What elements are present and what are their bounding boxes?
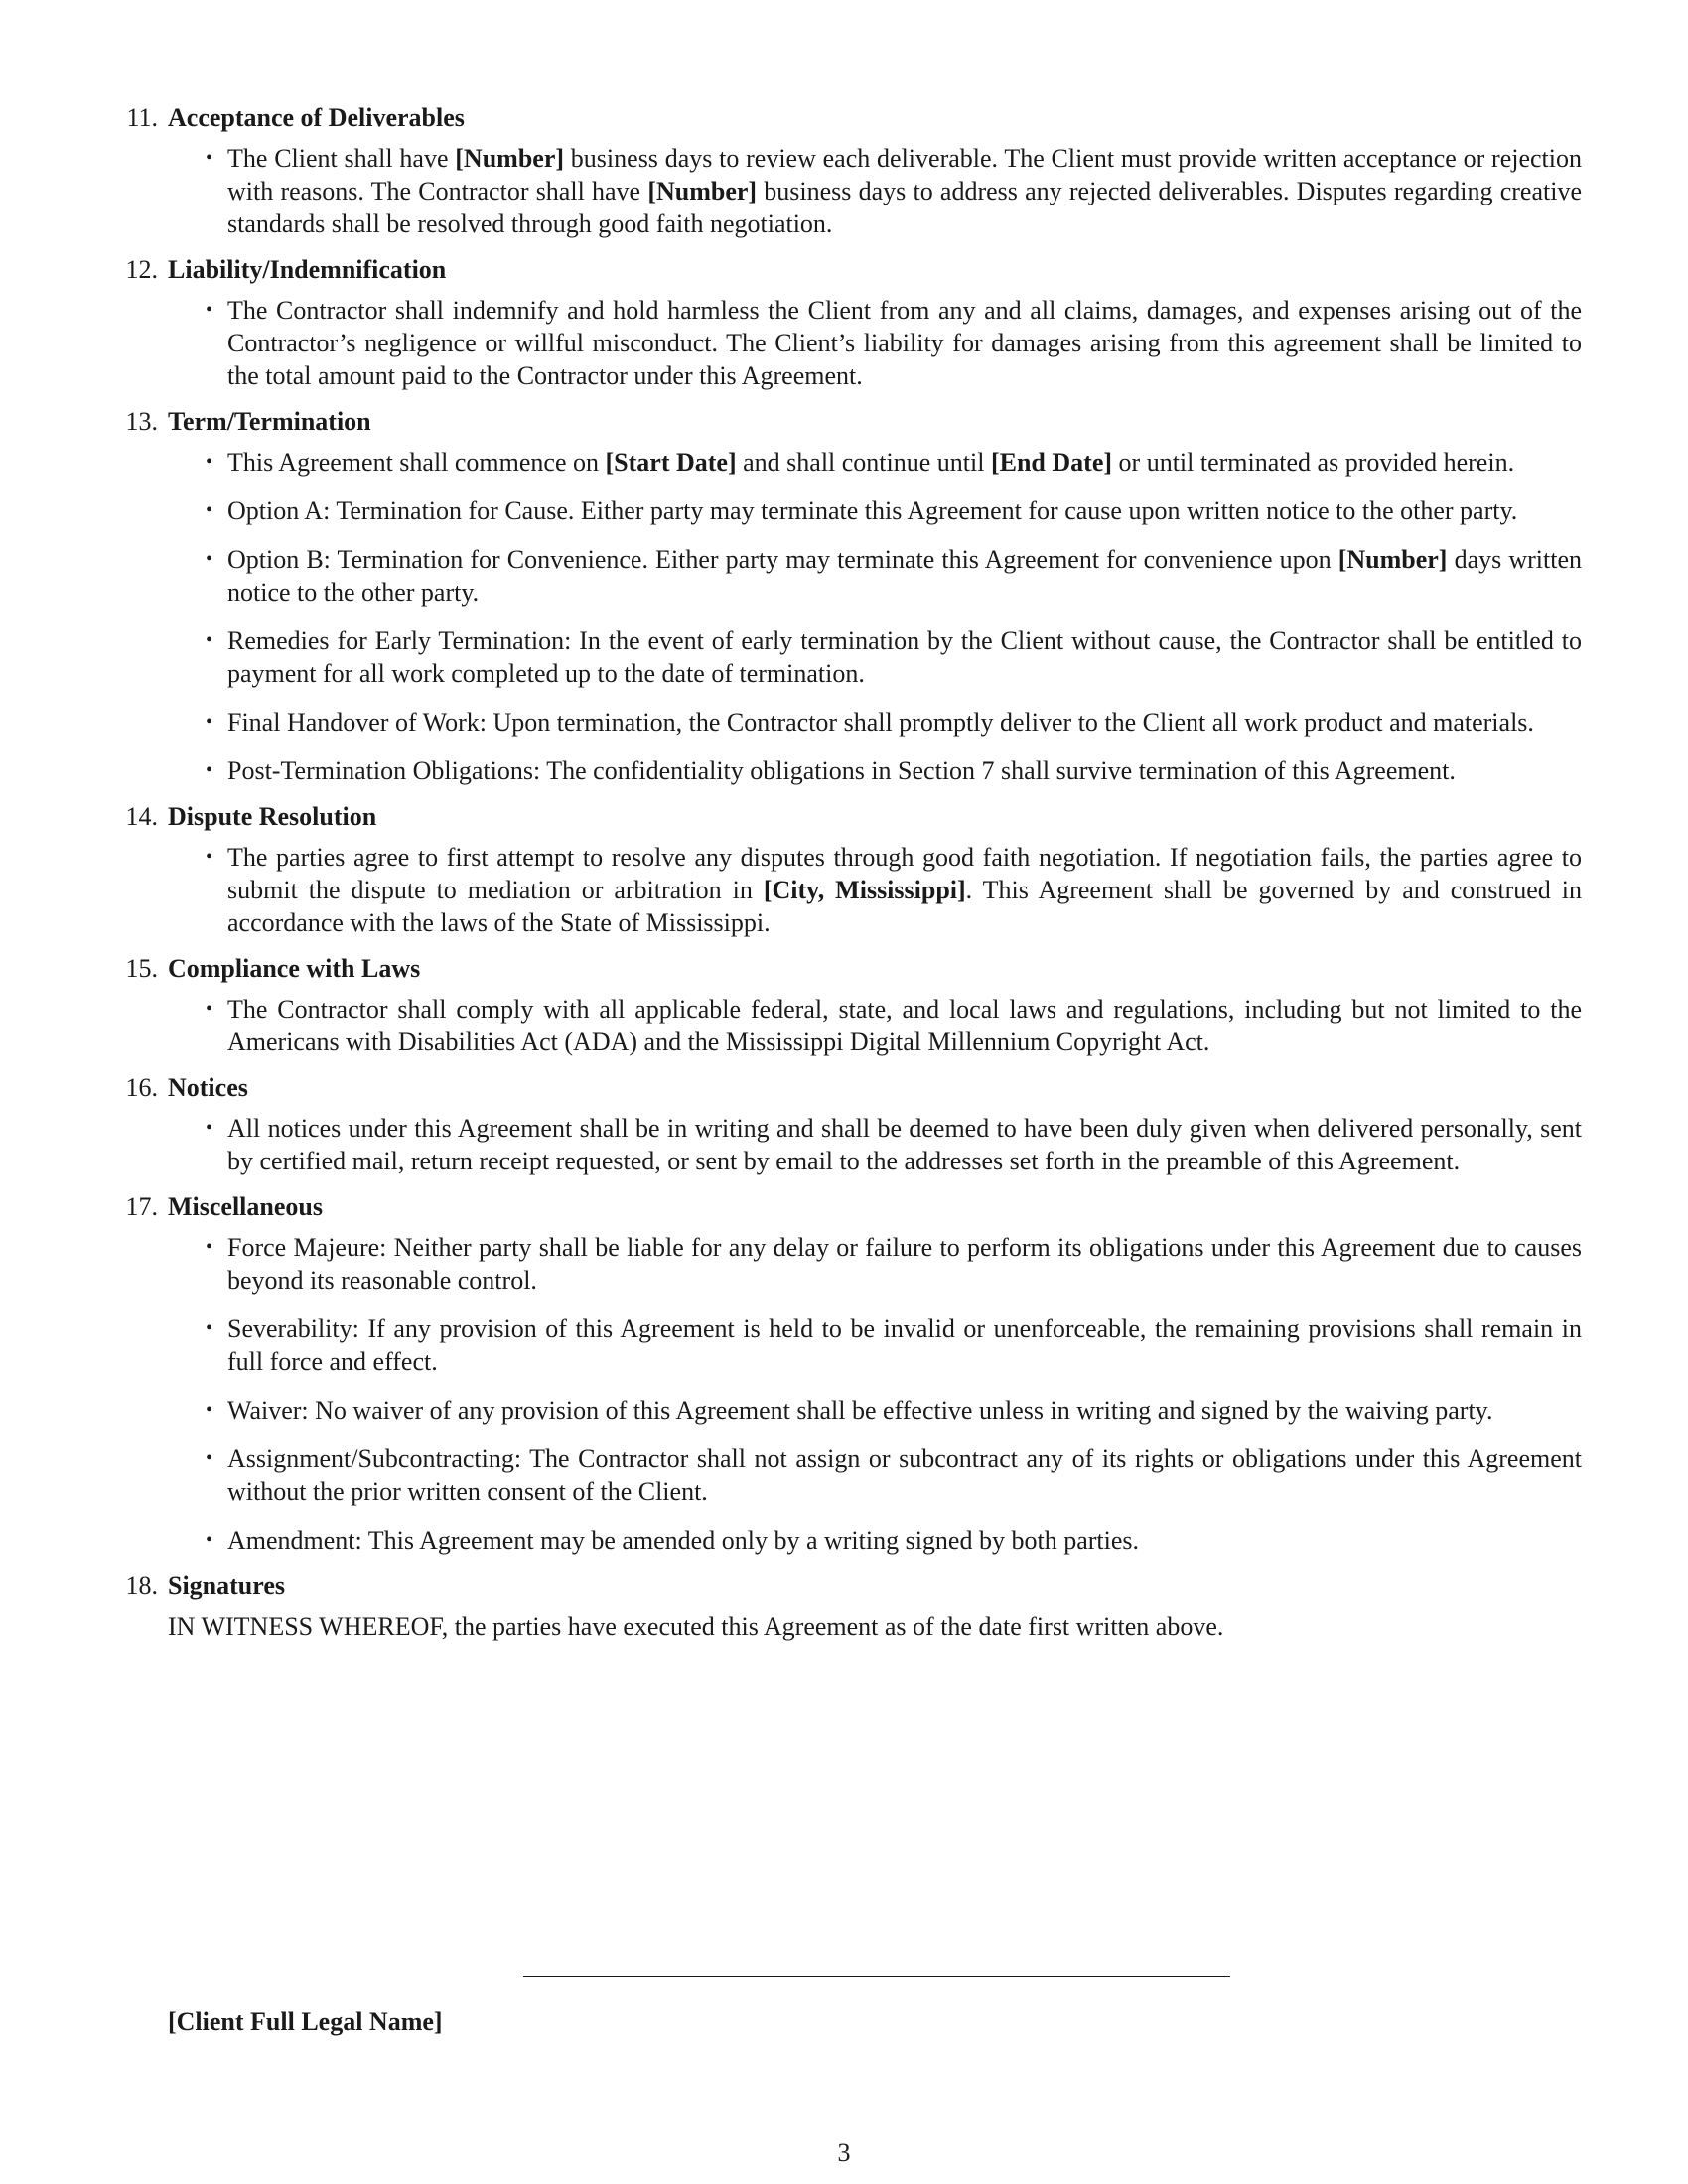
section-15: [111, 949, 1582, 1058]
text-run: Amendment: This Agreement may be amended only by a writing signed by both parties.: [227, 1526, 1139, 1555]
bullet-icon: •: [206, 1529, 213, 1551]
section-title: Term/Termination: [168, 407, 371, 436]
section-title: Dispute Resolution: [168, 802, 377, 831]
section-heading: [111, 1187, 1582, 1227]
list-item: [206, 294, 1582, 392]
section-17: [111, 1187, 1582, 1557]
section-number: 16.: [125, 1073, 158, 1102]
bullet-icon: •: [206, 759, 213, 781]
text-run: Severability: If any provision of this Agreement is held to be invalid or unenforceable, the remaining provisions shall remain in full force and effect.: [227, 1314, 1582, 1376]
section-title: Liability/Indemnification: [168, 255, 447, 284]
text-run: Final Handover of Work: Upon termination, the Contractor shall promptly deliver to the Client all work product and materials.: [227, 708, 1534, 737]
sections-container: [111, 98, 1582, 1643]
section-heading: [111, 1567, 1582, 1606]
section-heading: [111, 98, 1582, 138]
list-item: [206, 624, 1582, 690]
section-14: [111, 797, 1582, 939]
section-title: Signatures: [168, 1571, 285, 1600]
list-item: [206, 494, 1582, 527]
section-number: 17.: [125, 1192, 158, 1221]
section-number: 11.: [126, 103, 158, 132]
text-run: Waiver: No waiver of any provision of this Agreement shall be effective unless in writing and signed by the waiving party.: [227, 1396, 1493, 1425]
list-item: [206, 1312, 1582, 1378]
text-run: days written notice to the other party.: [227, 545, 1582, 607]
section-13: [111, 402, 1582, 787]
section-18: [111, 1567, 1582, 1643]
bullet-icon: •: [206, 1236, 213, 1258]
text-run: Remedies for Early Termination: In the event of early termination by the Client without cause, the Contractor shall be entitled to payment for all work completed up to the date of termination.: [227, 626, 1582, 688]
bullet-list: [111, 446, 1582, 787]
bullet-icon: •: [206, 299, 213, 321]
bullet-icon: •: [206, 548, 213, 570]
text-run: Post-Termination Obligations: The confidentiality obligations in Section 7 shall survive termination of this Agreement.: [227, 756, 1456, 785]
text-run: This Agreement shall commence on: [227, 448, 606, 477]
text-run: business days to review each deliverable. The Client must provide written acceptance or rejection with reasons. The Contractor shall have: [227, 144, 1582, 205]
text-run: . This Agreement shall be governed by and construed in accordance with the laws of the State of Mississippi.: [227, 876, 1582, 937]
signature-line: [523, 1976, 1230, 1977]
list-item: [206, 754, 1582, 787]
placeholder-field: [Number]: [1337, 545, 1448, 574]
list-item: [206, 706, 1582, 739]
section-heading: [111, 402, 1582, 442]
section-number: 15.: [125, 954, 158, 983]
bullet-icon: •: [206, 1447, 213, 1469]
text-run: All notices under this Agreement shall be in writing and shall be deemed to have been duly given when delivered personally, sent by certified mail, return receipt requested, or sent by email to the addresses set forth in the preamble of this Agreement.: [227, 1114, 1582, 1175]
placeholder-field: [End Date]: [990, 448, 1113, 477]
section-number: 14.: [125, 802, 158, 831]
list-item: [206, 841, 1582, 939]
list-item: [206, 1442, 1582, 1508]
section-16: [111, 1068, 1582, 1177]
placeholder-field: [Number]: [647, 177, 758, 205]
bullet-list: [111, 1112, 1582, 1177]
list-item: [206, 1394, 1582, 1427]
list-item: [206, 1112, 1582, 1177]
bullet-icon: •: [206, 1399, 213, 1421]
section-title: Notices: [168, 1073, 248, 1102]
list-item: [206, 543, 1582, 609]
section-title: Miscellaneous: [168, 1192, 323, 1221]
bullet-icon: •: [206, 1117, 213, 1139]
bullet-list: [111, 841, 1582, 939]
section-11: [111, 98, 1582, 240]
bullet-icon: •: [206, 846, 213, 868]
text-run: Option A: Termination for Cause. Either party may terminate this Agreement for cause upon written notice to the other party.: [227, 496, 1518, 525]
text-run: business days to address any rejected deliverables. Disputes regarding creative standards shall be resolved through good faith negotiation.: [227, 177, 1582, 238]
bullet-list: [111, 993, 1582, 1058]
section-title: Compliance with Laws: [168, 954, 421, 983]
list-item: [206, 1524, 1582, 1557]
list-item: [206, 1231, 1582, 1297]
bullet-icon: •: [206, 629, 213, 651]
section-heading: [111, 1068, 1582, 1108]
list-item: [206, 993, 1582, 1058]
section-12: [111, 250, 1582, 392]
text-run: The Contractor shall comply with all applicable federal, state, and local laws and regulations, including but not limited to the Americans with Disabilities Act (ADA) and the Mississippi Digital Millennium Copyright Act.: [227, 995, 1582, 1056]
bullet-icon: •: [206, 147, 213, 169]
placeholder-field: [City, Mississippi]: [763, 876, 966, 904]
placeholder-field: [Start Date]: [605, 448, 737, 477]
text-run: Assignment/Subcontracting: The Contractor shall not assign or subcontract any of its rights or obligations under this Agreement without the prior written consent of the Client.: [227, 1444, 1582, 1506]
bullet-icon: •: [206, 711, 213, 733]
section-heading: [111, 797, 1582, 837]
text-run: The Client shall have: [227, 144, 456, 173]
bullet-list: [111, 1231, 1582, 1557]
text-run: Force Majeure: Neither party shall be liable for any delay or failure to perform its obligations under this Agreement due to causes beyond its reasonable control.: [227, 1233, 1582, 1295]
list-item: [206, 142, 1582, 240]
client-signature-name: [Client Full Legal Name]: [168, 2007, 443, 2036]
text-run: Option B: Termination for Convenience. Either party may terminate this Agreement for convenience upon: [227, 545, 1338, 574]
bullet-list: [111, 294, 1582, 392]
list-item: [206, 446, 1582, 478]
section-number: 13.: [125, 407, 158, 436]
placeholder-field: [Number]: [455, 144, 565, 173]
text-run: The Contractor shall indemnify and hold harmless the Client from any and all claims, damages, and expenses arising out of the Contractor’s negligence or willful misconduct. The Client’s liability for damages arising from this agreement shall be limited to the total amount paid to the Contractor under this Agreement.: [227, 296, 1582, 390]
text-run: and shall continue until: [736, 448, 991, 477]
bullet-list: [111, 142, 1582, 240]
bullet-icon: •: [206, 1317, 213, 1339]
section-heading: [111, 250, 1582, 290]
section-paragraph: IN WITNESS WHEREOF, the parties have executed this Agreement as of the date first written above.: [168, 1612, 1224, 1641]
text-run: The parties agree to first attempt to resolve any disputes through good faith negotiation. If negotiation fails, the parties agree to submit the dispute to mediation or arbitration in: [227, 843, 1582, 904]
section-heading: [111, 949, 1582, 989]
text-run: or until terminated as provided herein.: [1112, 448, 1515, 477]
page-number: 3: [837, 2138, 851, 2167]
bullet-icon: •: [206, 499, 213, 521]
section-number: 18.: [125, 1571, 158, 1600]
section-number: 12.: [125, 255, 158, 284]
bullet-icon: •: [206, 998, 213, 1020]
section-title: Acceptance of Deliverables: [168, 103, 465, 132]
bullet-icon: •: [206, 451, 213, 473]
